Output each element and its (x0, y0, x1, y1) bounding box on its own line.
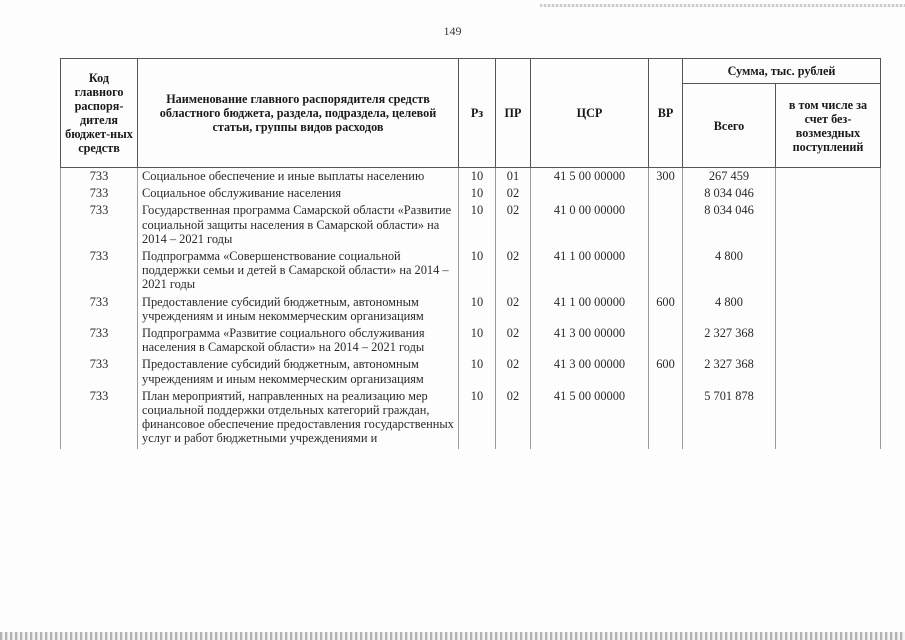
cell-vr: 600 (649, 357, 683, 388)
header-csr: ЦСР (531, 59, 649, 168)
cell-vr (649, 389, 683, 449)
table-row (61, 389, 881, 449)
cell-name: План мероприятий, направленных на реализацию мер социальной поддержки отдельных категорий граждан, финансовое обеспечение предоставления государственных услуг и работ бюджетными учреждениями и (138, 389, 459, 449)
cell-code: 733 (61, 249, 138, 295)
cell-csr: 41 5 00 00000 (531, 168, 649, 187)
cell-vr (649, 249, 683, 295)
table-header (61, 59, 881, 168)
cell-rz: 10 (459, 357, 496, 388)
cell-rz: 10 (459, 295, 496, 326)
cell-total: 4 800 (683, 249, 776, 295)
cell-free (776, 203, 881, 249)
cell-vr: 300 (649, 168, 683, 187)
cell-name: Социальное обеспечение и иные выплаты населению (138, 168, 459, 187)
cell-pr: 02 (496, 326, 531, 357)
cell-pr: 02 (496, 249, 531, 295)
cell-free (776, 357, 881, 388)
cell-pr: 01 (496, 168, 531, 187)
cell-name: Предоставление субсидий бюджетным, автономным учреждениям и иным некоммерческим организациям (138, 295, 459, 326)
cell-vr: 600 (649, 295, 683, 326)
cell-vr (649, 186, 683, 203)
cell-pr: 02 (496, 186, 531, 203)
cell-vr (649, 203, 683, 249)
cell-rz: 10 (459, 168, 496, 187)
cell-csr: 41 3 00 00000 (531, 357, 649, 388)
header-name: Наименование главного распорядителя средств областного бюджета, раздела, подраздела, целевой статьи, группы видов расходов (138, 59, 459, 168)
cell-free (776, 295, 881, 326)
cell-rz: 10 (459, 186, 496, 203)
table-row (61, 203, 881, 249)
cell-code: 733 (61, 203, 138, 249)
cell-rz: 10 (459, 389, 496, 449)
header-pr: ПР (496, 59, 531, 168)
cell-code: 733 (61, 168, 138, 187)
cell-name: Государственная программа Самарской области «Развитие социальной защиты населения в Самарской области» на 2014 – 2021 годы (138, 203, 459, 249)
cell-total: 4 800 (683, 295, 776, 326)
page-number: 149 (443, 24, 462, 38)
header-sum-group: Сумма, тыс. рублей (683, 59, 881, 84)
cell-rz: 10 (459, 326, 496, 357)
cell-code: 733 (61, 357, 138, 388)
cell-total: 5 701 878 (683, 389, 776, 449)
header-free-receipts: в том числе за счет без-возмездных поступлений (776, 84, 881, 168)
header-rz: Рз (459, 59, 496, 168)
cell-total: 2 327 368 (683, 357, 776, 388)
cell-code: 733 (61, 389, 138, 449)
cell-code: 733 (61, 326, 138, 357)
table-row (61, 295, 881, 326)
cell-vr (649, 326, 683, 357)
header-total: Всего (683, 84, 776, 168)
cell-name: Социальное обслуживание населения (138, 186, 459, 203)
table-row (61, 357, 881, 388)
cell-csr: 41 3 00 00000 (531, 326, 649, 357)
cell-free (776, 186, 881, 203)
cell-name: Подпрограмма «Развитие социального обслуживания населения в Самарской области» на 2014 – 2021 годы (138, 326, 459, 357)
cell-pr: 02 (496, 203, 531, 249)
cell-total: 8 034 046 (683, 203, 776, 249)
cell-free (776, 326, 881, 357)
header-vr: ВР (649, 59, 683, 168)
cell-rz: 10 (459, 203, 496, 249)
cell-csr: 41 0 00 00000 (531, 203, 649, 249)
scan-edge-bottom (0, 632, 905, 640)
cell-total: 2 327 368 (683, 326, 776, 357)
cell-name: Подпрограмма «Совершенствование социальной поддержки семьи и детей в Самарской области» на 2014 – 2021 годы (138, 249, 459, 295)
cell-pr: 02 (496, 357, 531, 388)
cell-pr: 02 (496, 295, 531, 326)
cell-csr: 41 1 00 00000 (531, 249, 649, 295)
cell-code: 733 (61, 295, 138, 326)
cell-code: 733 (61, 186, 138, 203)
table-row (61, 168, 881, 187)
cell-free (776, 168, 881, 187)
cell-rz: 10 (459, 249, 496, 295)
cell-name: Предоставление субсидий бюджетным, автономным учреждениям и иным некоммерческим организациям (138, 357, 459, 388)
cell-csr: 41 5 00 00000 (531, 389, 649, 449)
cell-csr (531, 186, 649, 203)
header-code: Код главного распоря-дителя бюджет-ных средств (61, 59, 138, 168)
budget-table (60, 58, 881, 449)
table-row (61, 186, 881, 203)
scan-edge-top (540, 4, 905, 7)
table-row (61, 326, 881, 357)
table-row (61, 249, 881, 295)
cell-total: 267 459 (683, 168, 776, 187)
cell-pr: 02 (496, 389, 531, 449)
table-body (61, 168, 881, 449)
cell-total: 8 034 046 (683, 186, 776, 203)
cell-csr: 41 1 00 00000 (531, 295, 649, 326)
cell-free (776, 389, 881, 449)
cell-free (776, 249, 881, 295)
